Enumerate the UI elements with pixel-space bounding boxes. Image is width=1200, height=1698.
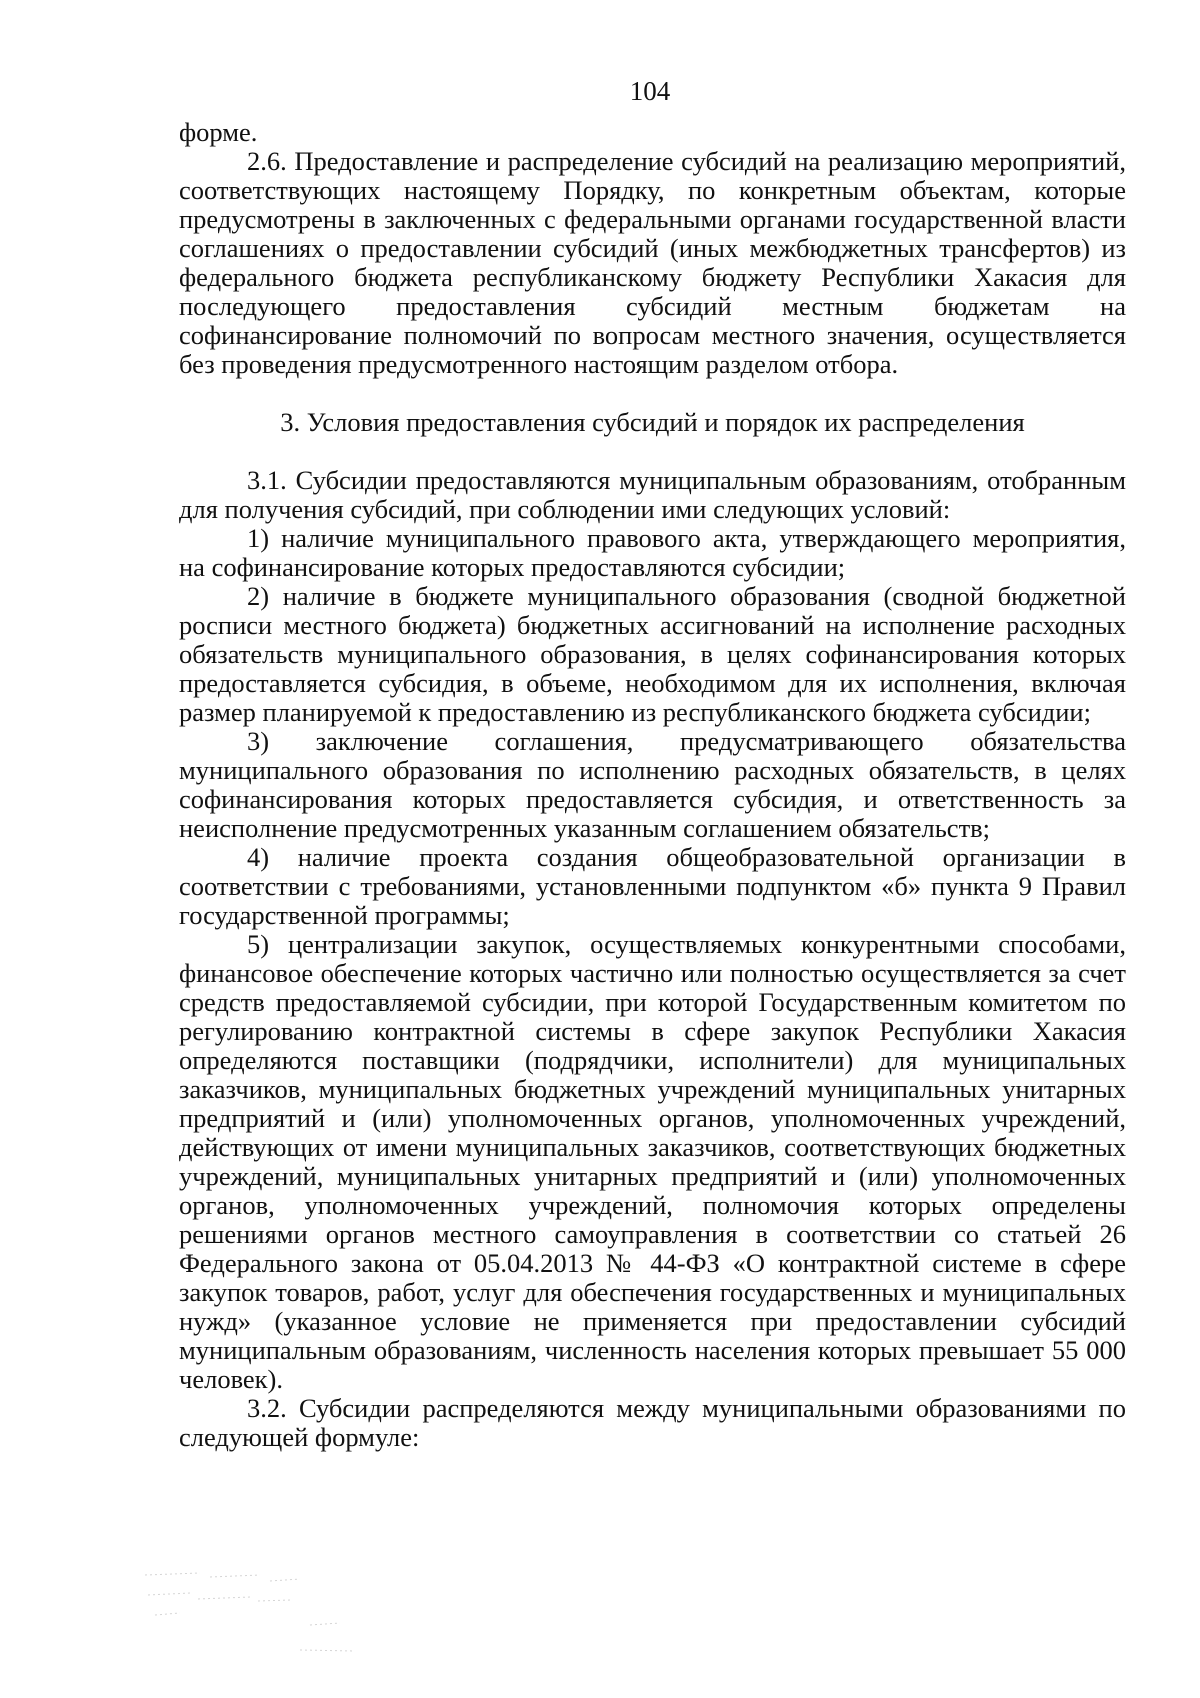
paragraph-continuation: форме. — [179, 117, 258, 147]
page-number: 104 — [629, 76, 671, 106]
condition-item-2: 2) наличие в бюджете муниципального образования (сводной бюджетной росписи местного бюджета) бюджетных ассигнований на исполнение расходных обязательств муниципального образования, в целях софинансирования которых предоставляется субсидия, в объеме, необходимом для их исполнения, включая размер планируемой к предоставлению из республиканского бюджета субсидии; — [179, 581, 1126, 727]
condition-item-1: 1) наличие муниципального правового акта, утверждающего мероприятия, на софинансирование которых предоставляются субсидии; — [179, 523, 1126, 582]
paragraph-3-1: 3.1. Субсидии предоставляются муниципальным образованиям, отобранным для получения субсидий, при соблюдении ими следующих условий: — [179, 465, 1126, 524]
faint-stamp-mark — [140, 1555, 360, 1665]
paragraph-2-6: 2.6. Предоставление и распределение субсидий на реализацию мероприятий, соответствующих настоящему Порядку, по конкретным объектам, которые предусмотрены в заключенных с федеральными органами государственной власти соглашениях о предоставлении субсидий (иных межбюджетных трансфертов) из федерального бюджета республиканскому бюджету Республики Хакасия для последующего предоставления субсидий местным бюджетам на софинансирование полномочий по вопросам местного значения, осуществляется без проведения предусмотренного настоящим разделом отбора. — [179, 146, 1126, 379]
paragraph-3-2: 3.2. Субсидии распределяются между муниципальными образованиями по следующей формуле: — [179, 1393, 1126, 1452]
document-body — [179, 118, 1126, 1452]
condition-item-4: 4) наличие проекта создания общеобразовательной организации в соответствии с требованиями, установленными подпунктом «б» пункта 9 Правил государственной программы; — [179, 842, 1126, 930]
section-heading: 3. Условия предоставления субсидий и порядок их распределения — [280, 407, 1025, 437]
condition-item-5: 5) централизации закупок, осуществляемых конкурентными способами, финансовое обеспечение которых частично или полностью осуществляется за счет средств предоставляемой субсидии, при которой Государственным комитетом по регулированию контрактной системы в сфере закупок Республики Хакасия определяются поставщики (подрядчики, исполнители) для муниципальных заказчиков, муниципальных бюджетных учреждений муниципальных унитарных предприятий и (или) уполномоченных органов, уполномоченных учреждений, действующих от имени муниципальных заказчиков, соответствующих бюджетных учреждений, муниципальных унитарных предприятий и (или) уполномоченных органов, уполномоченных учреждений, полномочия которых определены решениями органов местного самоуправления в соответствии со статьей 26 Федерального закона от 05.04.2013 № 44-ФЗ «О контрактной системе в сфере закупок товаров, работ, услуг для обеспечения государственных и муниципальных нужд» (указанное условие не применяется при предоставлении субсидий муниципальным образованиям, численность населения которых превышает 55 000 человек). — [179, 929, 1126, 1394]
condition-item-3: 3) заключение соглашения, предусматривающего обязательства муниципального образования по исполнению расходных обязательств, в целях софинансирования которых предоставляется субсидия, и ответственность за неисполнение предусмотренных указанным соглашением обязательств; — [179, 726, 1126, 843]
